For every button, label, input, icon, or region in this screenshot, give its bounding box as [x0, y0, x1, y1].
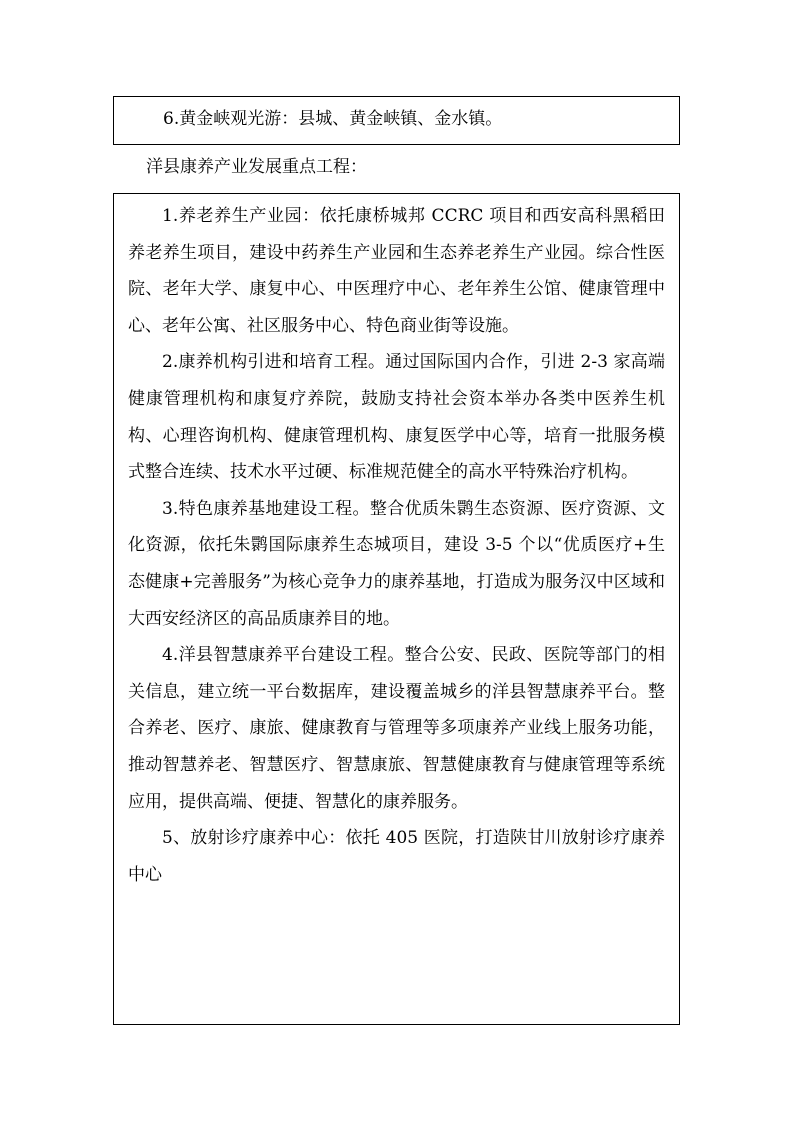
project-paragraph-4: 4.洋县智慧康养平台建设工程。整合公安、民政、医院等部门的相关信息，建立统一平台数据库，建设覆盖城乡的洋县智慧康养平台。整合养老、医疗、康旅、健康教育与管理等多项康养产业线上服务功能，推动智慧养老、智慧医疗、智慧康旅、智慧健康教育与健康管理等系统应用，提供高端、便捷、智慧化的康养服务。: [128, 645, 665, 812]
project-paragraph-1: 1.养老养生产业园：依托康桥城邦 CCRC 项目和西安高科黑稻田养老养生项目，建设中药养生产业园和生态养老养生产业园。综合性医院、老年大学、康复中心、中医理疗中心、老年养生公馆、健康管理中心、老年公寓、社区服务中心、特色商业街等设施。: [128, 206, 665, 336]
section-heading: 洋县康养产业发展重点工程：: [146, 157, 367, 177]
project-paragraph-2: 2.康养机构引进和培育工程。通过国际国内合作，引进 2-3 家高端健康管理机构和康复疗养院，鼓励支持社会资本举办各类中医养生机构、心理咨询机构、健康管理机构、康复医学中心等，培育一批服务模式整合连续、技术水平过硬、标准规范健全的高水平特殊治疗机构。: [128, 352, 665, 483]
project-paragraph-5: 5、放射诊疗康养中心：依托 405 医院，打造陕甘川放射诊疗康养中心: [128, 828, 665, 885]
key-projects-box: [113, 193, 680, 1025]
tourism-route-box: [113, 96, 680, 145]
tourism-route-text: 6.黄金峡观光游：县城、黄金峡镇、金水镇。: [163, 109, 503, 129]
project-paragraph-3: 3.特色康养基地建设工程。整合优质朱鹮生态资源、医疗资源、文化资源，依托朱鹮国际康养生态城项目，建设 3-5 个以“优质医疗+生态健康+完善服务”为核心竞争力的康养基地，打造成为服务汉中区域和大西安经济区的高品质康养目的地。: [128, 498, 665, 629]
